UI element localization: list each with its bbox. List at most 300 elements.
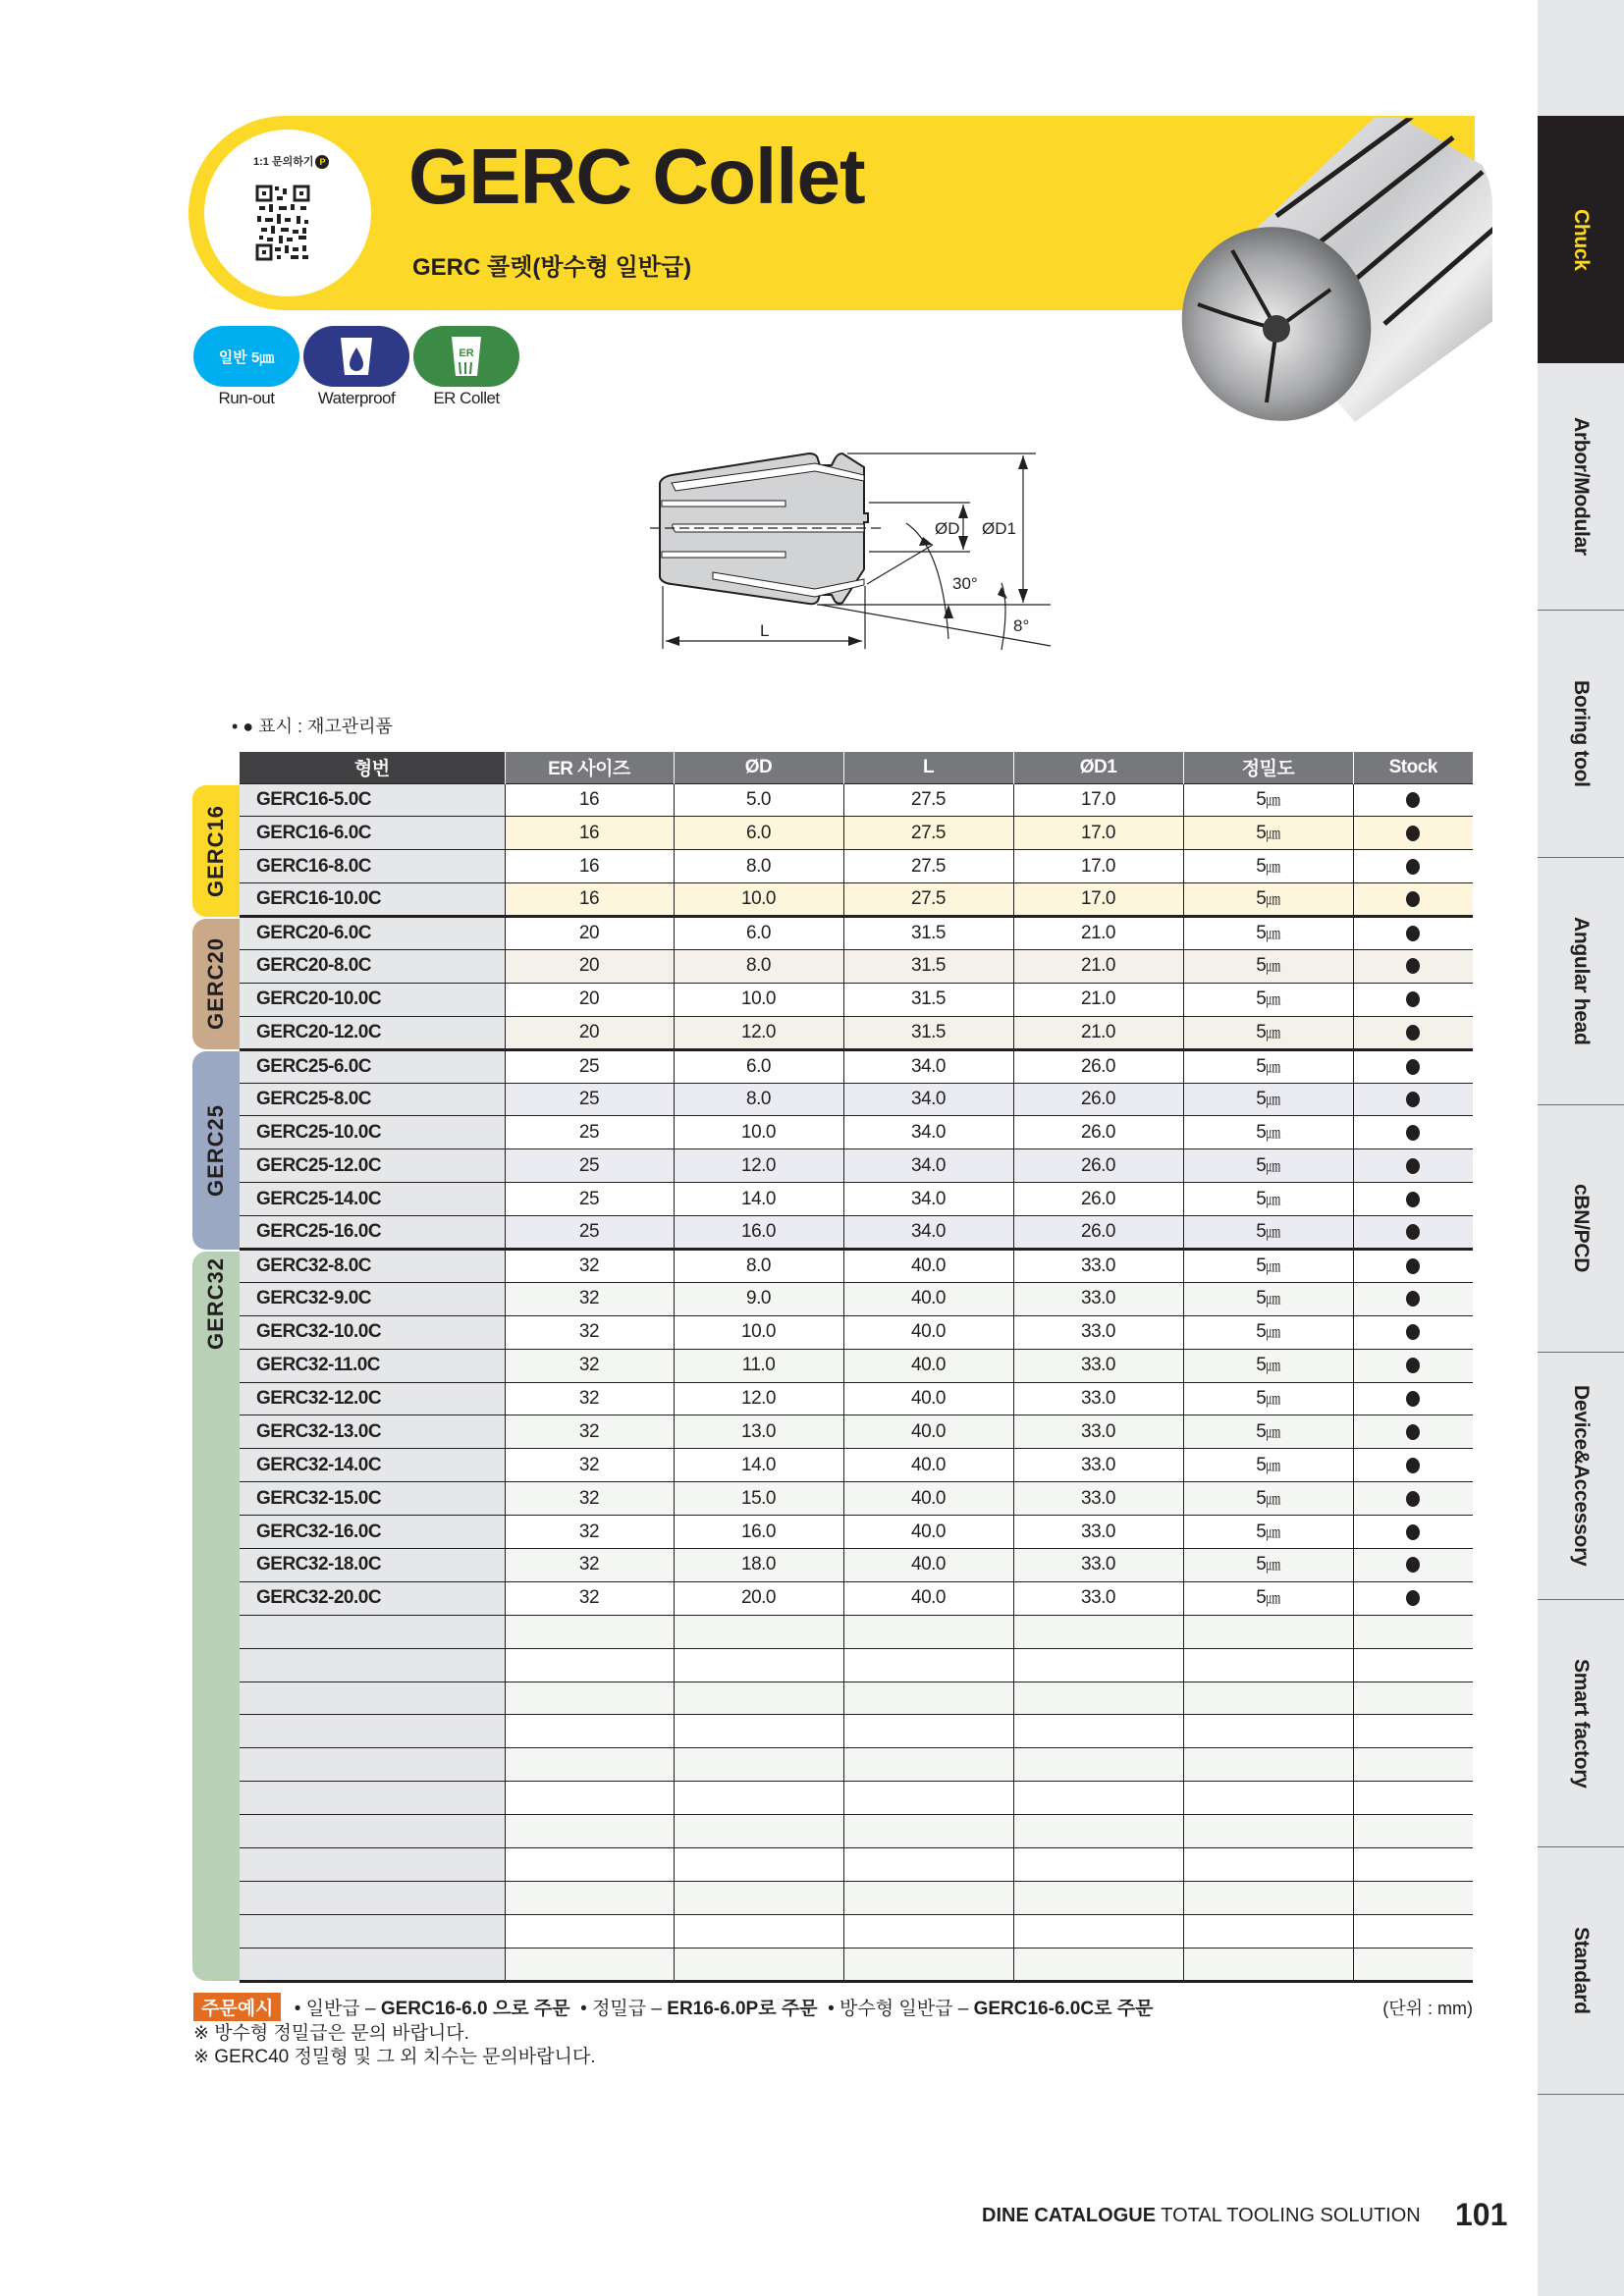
empty-table-row bbox=[240, 1948, 1473, 1981]
cell-precision bbox=[1183, 783, 1353, 817]
precision-value: 5 bbox=[1256, 1021, 1267, 1042]
empty-table-row bbox=[240, 1848, 1473, 1882]
stock-dot-icon bbox=[1406, 1092, 1420, 1107]
empty-cell bbox=[674, 1648, 843, 1682]
precision-unit: ㎛ bbox=[1266, 1124, 1280, 1142]
cell-stock bbox=[1353, 1449, 1473, 1482]
precision-value: 5 bbox=[1256, 1521, 1267, 1542]
qr-inquiry-label bbox=[253, 153, 329, 169]
empty-cell bbox=[1013, 1615, 1183, 1648]
spec-table-wrapper bbox=[240, 752, 1473, 1983]
col-header-d1: ØD1 bbox=[1013, 752, 1183, 783]
empty-cell bbox=[1013, 1815, 1183, 1848]
cell-l: 40.0 bbox=[843, 1349, 1013, 1382]
qr-code[interactable] bbox=[255, 183, 310, 263]
empty-cell bbox=[1013, 1748, 1183, 1782]
cell-er-size: 32 bbox=[505, 1548, 674, 1581]
table-row bbox=[240, 850, 1473, 883]
dim-label-angle-8: 8° bbox=[1013, 616, 1030, 635]
precision-unit: ㎛ bbox=[1266, 858, 1280, 876]
cell-stock bbox=[1353, 1548, 1473, 1581]
cell-er-size: 32 bbox=[505, 1315, 674, 1349]
empty-cell bbox=[1013, 1715, 1183, 1748]
empty-cell bbox=[240, 1682, 505, 1715]
cell-d: 16.0 bbox=[674, 1516, 843, 1549]
empty-cell bbox=[505, 1748, 674, 1782]
precision-value: 5 bbox=[1256, 923, 1267, 943]
cell-d1: 17.0 bbox=[1013, 883, 1183, 917]
table-row bbox=[240, 1216, 1473, 1250]
empty-cell bbox=[843, 1848, 1013, 1882]
cell-stock bbox=[1353, 949, 1473, 983]
cell-precision bbox=[1183, 1382, 1353, 1415]
empty-cell bbox=[1353, 1848, 1473, 1882]
order-example bbox=[193, 1993, 1153, 2021]
empty-cell bbox=[843, 1615, 1013, 1648]
precision-unit: ㎛ bbox=[1266, 926, 1280, 942]
stock-legend: • ● 표시 : 재고관리품 bbox=[232, 717, 393, 736]
cell-l: 40.0 bbox=[843, 1482, 1013, 1516]
precision-unit: ㎛ bbox=[1266, 958, 1280, 976]
side-tab-arbor-modular[interactable] bbox=[1538, 363, 1624, 611]
cell-d1: 26.0 bbox=[1013, 1149, 1183, 1183]
empty-cell bbox=[505, 1914, 674, 1948]
precision-value: 5 bbox=[1256, 1554, 1267, 1575]
cell-er-size: 25 bbox=[505, 1149, 674, 1183]
cell-stock bbox=[1353, 1315, 1473, 1349]
remark-1: ※ 방수형 정밀급은 문의 바랍니다. bbox=[193, 2023, 469, 2044]
empty-cell bbox=[1353, 1881, 1473, 1914]
side-tab-label: Arbor/Modular bbox=[1570, 417, 1593, 556]
side-tab-boring-tool[interactable] bbox=[1538, 611, 1624, 858]
empty-cell bbox=[505, 1715, 674, 1748]
empty-cell bbox=[674, 1682, 843, 1715]
cell-precision bbox=[1183, 1282, 1353, 1315]
empty-table-row bbox=[240, 1782, 1473, 1815]
cell-d: 10.0 bbox=[674, 1116, 843, 1149]
cell-precision bbox=[1183, 1482, 1353, 1516]
cell-model: GERC32-10.0C bbox=[240, 1315, 505, 1349]
empty-cell bbox=[1183, 1682, 1353, 1715]
empty-cell bbox=[674, 1815, 843, 1848]
table-row bbox=[240, 1149, 1473, 1183]
waterproof-caption: Waterproof bbox=[317, 389, 396, 407]
cell-d1: 26.0 bbox=[1013, 1216, 1183, 1250]
cell-model: GERC32-9.0C bbox=[240, 1282, 505, 1315]
empty-cell bbox=[1353, 1648, 1473, 1682]
empty-cell bbox=[674, 1881, 843, 1914]
cell-stock bbox=[1353, 1482, 1473, 1516]
empty-cell bbox=[240, 1914, 505, 1948]
cell-er-size: 16 bbox=[505, 783, 674, 817]
col-header-stock: Stock bbox=[1353, 752, 1473, 783]
empty-cell bbox=[505, 1782, 674, 1815]
empty-cell bbox=[505, 1948, 674, 1981]
order-item-precision: • 정밀급 – ER16-6.0P로 주문 bbox=[580, 1999, 818, 2019]
precision-value: 5 bbox=[1256, 1420, 1267, 1442]
cell-precision bbox=[1183, 817, 1353, 850]
cell-model: GERC20-12.0C bbox=[240, 1016, 505, 1049]
empty-cell bbox=[674, 1748, 843, 1782]
cell-er-size: 32 bbox=[505, 1382, 674, 1415]
stock-dot-icon bbox=[1406, 792, 1420, 808]
table-row bbox=[240, 1282, 1473, 1315]
cell-d: 8.0 bbox=[674, 850, 843, 883]
cell-l: 40.0 bbox=[843, 1282, 1013, 1315]
cell-stock bbox=[1353, 1249, 1473, 1282]
empty-cell bbox=[505, 1815, 674, 1848]
empty-cell bbox=[1013, 1881, 1183, 1914]
side-tab-standard[interactable] bbox=[1538, 1847, 1624, 2095]
precision-value: 5 bbox=[1256, 855, 1267, 877]
cell-stock bbox=[1353, 850, 1473, 883]
cell-model: GERC25-10.0C bbox=[240, 1116, 505, 1149]
cell-l: 40.0 bbox=[843, 1516, 1013, 1549]
side-tab-smart-factory[interactable] bbox=[1538, 1600, 1624, 1847]
cell-l: 27.5 bbox=[843, 783, 1013, 817]
cell-d: 13.0 bbox=[674, 1415, 843, 1449]
cell-l: 34.0 bbox=[843, 1083, 1013, 1116]
stock-dot-icon bbox=[1406, 958, 1420, 974]
empty-table-row bbox=[240, 1715, 1473, 1748]
table-row bbox=[240, 1116, 1473, 1149]
cell-model: GERC25-6.0C bbox=[240, 1049, 505, 1083]
stock-dot-icon bbox=[1406, 1590, 1420, 1606]
precision-unit: ㎛ bbox=[1266, 791, 1280, 809]
cell-d: 16.0 bbox=[674, 1216, 843, 1250]
cell-l: 27.5 bbox=[843, 850, 1013, 883]
cell-precision bbox=[1183, 1116, 1353, 1149]
dim-label-angle-30: 30° bbox=[952, 574, 978, 593]
precision-unit: ㎛ bbox=[1266, 1058, 1280, 1076]
cell-d: 8.0 bbox=[674, 1083, 843, 1116]
order-item-waterproof: • 방수형 일반급 – GERC16-6.0C로 주문 bbox=[828, 1999, 1154, 2019]
section-tabs bbox=[1538, 0, 1624, 2296]
cell-d: 5.0 bbox=[674, 783, 843, 817]
cell-er-size: 32 bbox=[505, 1282, 674, 1315]
cell-d: 14.0 bbox=[674, 1449, 843, 1482]
cell-precision bbox=[1183, 1083, 1353, 1116]
cell-er-size: 20 bbox=[505, 983, 674, 1016]
cell-d: 12.0 bbox=[674, 1149, 843, 1183]
stock-dot-icon bbox=[1406, 1491, 1420, 1507]
cell-d1: 26.0 bbox=[1013, 1116, 1183, 1149]
cell-stock bbox=[1353, 983, 1473, 1016]
col-header-er-size: ER 사이즈 bbox=[505, 752, 674, 783]
cell-precision bbox=[1183, 1548, 1353, 1581]
side-tab-label: Angular head bbox=[1570, 917, 1593, 1045]
empty-cell bbox=[1183, 1648, 1353, 1682]
precision-unit: ㎛ bbox=[1266, 1024, 1280, 1041]
cell-er-size: 25 bbox=[505, 1049, 674, 1083]
precision-unit: ㎛ bbox=[1266, 1358, 1280, 1375]
empty-cell bbox=[843, 1948, 1013, 1981]
table-row bbox=[240, 783, 1473, 817]
empty-cell bbox=[1183, 1748, 1353, 1782]
cell-d1: 21.0 bbox=[1013, 917, 1183, 950]
stock-dot-icon bbox=[1406, 859, 1420, 875]
stock-dot-icon bbox=[1406, 826, 1420, 841]
cell-precision bbox=[1183, 1149, 1353, 1183]
empty-cell bbox=[674, 1914, 843, 1948]
side-tab-device-accessory[interactable] bbox=[1538, 1353, 1624, 1600]
cell-precision bbox=[1183, 1249, 1353, 1282]
empty-cell bbox=[843, 1881, 1013, 1914]
precision-value: 5 bbox=[1256, 822, 1267, 843]
stock-dot-icon bbox=[1406, 1391, 1420, 1407]
waterproof-badge bbox=[303, 326, 409, 387]
stock-dot-icon bbox=[1406, 1291, 1420, 1307]
precision-unit: ㎛ bbox=[1266, 1157, 1280, 1175]
empty-cell bbox=[843, 1648, 1013, 1682]
stock-dot-icon bbox=[1406, 1125, 1420, 1141]
cell-l: 34.0 bbox=[843, 1216, 1013, 1250]
empty-cell bbox=[674, 1782, 843, 1815]
empty-cell bbox=[240, 1748, 505, 1782]
precision-value: 5 bbox=[1256, 1587, 1267, 1609]
precision-value: 5 bbox=[1256, 955, 1267, 977]
side-tab-angular-head[interactable] bbox=[1538, 858, 1624, 1105]
cell-precision bbox=[1183, 1349, 1353, 1382]
precision-unit: ㎛ bbox=[1266, 1091, 1280, 1108]
er-collet-badge bbox=[413, 326, 519, 387]
cell-l: 40.0 bbox=[843, 1315, 1013, 1349]
precision-value: 5 bbox=[1256, 1121, 1267, 1143]
precision-value: 5 bbox=[1256, 1154, 1267, 1176]
empty-table-row bbox=[240, 1815, 1473, 1848]
cell-d1: 17.0 bbox=[1013, 850, 1183, 883]
precision-unit: ㎛ bbox=[1266, 1224, 1280, 1242]
cell-d1: 17.0 bbox=[1013, 817, 1183, 850]
group-tab-gerc32 bbox=[192, 1252, 240, 1982]
precision-unit: ㎛ bbox=[1266, 1257, 1280, 1275]
cell-er-size: 32 bbox=[505, 1449, 674, 1482]
precision-value: 5 bbox=[1256, 988, 1267, 1010]
cell-d: 12.0 bbox=[674, 1016, 843, 1049]
cell-er-size: 32 bbox=[505, 1482, 674, 1516]
precision-unit: ㎛ bbox=[1266, 1557, 1280, 1575]
cell-d: 12.0 bbox=[674, 1382, 843, 1415]
cell-d1: 33.0 bbox=[1013, 1282, 1183, 1315]
cell-d1: 33.0 bbox=[1013, 1548, 1183, 1581]
stock-dot-icon bbox=[1406, 926, 1420, 941]
precision-value: 5 bbox=[1256, 1188, 1267, 1209]
group-label: GERC20 bbox=[203, 937, 228, 1031]
empty-cell bbox=[674, 1848, 843, 1882]
precision-unit: ㎛ bbox=[1266, 1291, 1280, 1308]
cell-d: 15.0 bbox=[674, 1482, 843, 1516]
group-label: GERC32 bbox=[203, 1256, 228, 1350]
empty-cell bbox=[1183, 1948, 1353, 1981]
cell-l: 40.0 bbox=[843, 1415, 1013, 1449]
table-row bbox=[240, 1315, 1473, 1349]
precision-unit: ㎛ bbox=[1266, 1423, 1280, 1441]
cell-d: 14.0 bbox=[674, 1183, 843, 1216]
cell-er-size: 20 bbox=[505, 1016, 674, 1049]
table-row bbox=[240, 1415, 1473, 1449]
empty-cell bbox=[843, 1782, 1013, 1815]
table-row bbox=[240, 883, 1473, 917]
cell-d1: 33.0 bbox=[1013, 1249, 1183, 1282]
cell-d: 20.0 bbox=[674, 1581, 843, 1615]
cell-l: 27.5 bbox=[843, 817, 1013, 850]
stock-dot-icon bbox=[1406, 1424, 1420, 1440]
empty-cell bbox=[843, 1815, 1013, 1848]
cell-er-size: 16 bbox=[505, 817, 674, 850]
water-drop-icon bbox=[337, 334, 376, 379]
cell-stock bbox=[1353, 1581, 1473, 1615]
empty-table-row bbox=[240, 1682, 1473, 1715]
group-tab-gerc16 bbox=[192, 785, 240, 917]
empty-cell bbox=[1013, 1648, 1183, 1682]
empty-cell bbox=[1013, 1782, 1183, 1815]
cell-d: 6.0 bbox=[674, 817, 843, 850]
table-row bbox=[240, 1581, 1473, 1615]
catalogue-footer bbox=[982, 2205, 1421, 2227]
table-row bbox=[240, 1548, 1473, 1581]
dim-label-d1: ØD1 bbox=[982, 519, 1016, 538]
empty-cell bbox=[505, 1648, 674, 1682]
cell-d1: 33.0 bbox=[1013, 1516, 1183, 1549]
cell-model: GERC16-10.0C bbox=[240, 883, 505, 917]
table-row bbox=[240, 817, 1473, 850]
stock-dot-icon bbox=[1406, 1158, 1420, 1174]
empty-cell bbox=[1013, 1914, 1183, 1948]
cell-d1: 33.0 bbox=[1013, 1315, 1183, 1349]
remark-2: ※ GERC40 정밀형 및 그 외 치수는 문의바랍니다. bbox=[193, 2047, 596, 2067]
cell-er-size: 25 bbox=[505, 1083, 674, 1116]
cell-d: 10.0 bbox=[674, 883, 843, 917]
table-row bbox=[240, 949, 1473, 983]
empty-cell bbox=[240, 1715, 505, 1748]
empty-cell bbox=[1013, 1848, 1183, 1882]
unit-label: (단위 : mm) bbox=[1382, 1999, 1473, 2018]
side-tab-label: Chuck bbox=[1570, 208, 1593, 271]
order-example-tag: 주문예시 bbox=[193, 1993, 281, 2021]
empty-cell bbox=[843, 1682, 1013, 1715]
cell-d1: 33.0 bbox=[1013, 1382, 1183, 1415]
cell-d1: 33.0 bbox=[1013, 1581, 1183, 1615]
cell-model: GERC20-6.0C bbox=[240, 917, 505, 950]
er-collet-caption: ER Collet bbox=[433, 389, 500, 407]
empty-cell bbox=[843, 1715, 1013, 1748]
precision-value: 5 bbox=[1256, 1387, 1267, 1409]
cell-er-size: 20 bbox=[505, 917, 674, 950]
cell-model: GERC32-16.0C bbox=[240, 1516, 505, 1549]
cell-stock bbox=[1353, 1116, 1473, 1149]
group-tab-gerc20 bbox=[192, 919, 240, 1050]
precision-unit: ㎛ bbox=[1266, 1590, 1280, 1608]
cell-d1: 33.0 bbox=[1013, 1415, 1183, 1449]
empty-table-row bbox=[240, 1648, 1473, 1682]
cell-d1: 17.0 bbox=[1013, 783, 1183, 817]
cell-model: GERC32-15.0C bbox=[240, 1482, 505, 1516]
cell-stock bbox=[1353, 1049, 1473, 1083]
side-tab-cbn-pcd[interactable] bbox=[1538, 1105, 1624, 1353]
stock-dot-icon bbox=[1406, 1059, 1420, 1075]
cell-precision bbox=[1183, 1449, 1353, 1482]
precision-value: 5 bbox=[1256, 1355, 1267, 1376]
cell-l: 31.5 bbox=[843, 1016, 1013, 1049]
precision-unit: ㎛ bbox=[1266, 1523, 1280, 1541]
footer-brand: DINE CATALOGUE bbox=[982, 2205, 1157, 2226]
cell-er-size: 32 bbox=[505, 1415, 674, 1449]
side-tab-chuck[interactable] bbox=[1538, 116, 1624, 363]
er-collet-icon bbox=[447, 333, 486, 380]
cell-stock bbox=[1353, 1282, 1473, 1315]
table-row bbox=[240, 1449, 1473, 1482]
precision-value: 5 bbox=[1256, 1088, 1267, 1109]
cell-d: 6.0 bbox=[674, 917, 843, 950]
empty-cell bbox=[1353, 1715, 1473, 1748]
empty-cell bbox=[1353, 1782, 1473, 1815]
cell-precision bbox=[1183, 1581, 1353, 1615]
cell-l: 34.0 bbox=[843, 1049, 1013, 1083]
empty-table-row bbox=[240, 1914, 1473, 1948]
precision-value: 5 bbox=[1256, 1221, 1267, 1243]
cell-er-size: 16 bbox=[505, 883, 674, 917]
empty-table-row bbox=[240, 1615, 1473, 1648]
cell-d1: 33.0 bbox=[1013, 1349, 1183, 1382]
side-tab-label: Boring tool bbox=[1570, 680, 1593, 787]
cell-stock bbox=[1353, 1382, 1473, 1415]
cell-d1: 26.0 bbox=[1013, 1083, 1183, 1116]
cell-stock bbox=[1353, 883, 1473, 917]
col-header-model: 형번 bbox=[240, 752, 505, 783]
collet-photo bbox=[1159, 118, 1492, 442]
empty-cell bbox=[1013, 1948, 1183, 1981]
cell-d: 10.0 bbox=[674, 1315, 843, 1349]
cell-l: 40.0 bbox=[843, 1449, 1013, 1482]
empty-cell bbox=[240, 1848, 505, 1882]
cell-stock bbox=[1353, 817, 1473, 850]
table-row bbox=[240, 1249, 1473, 1282]
cell-l: 34.0 bbox=[843, 1183, 1013, 1216]
cell-precision bbox=[1183, 1049, 1353, 1083]
side-tab-label: Standard bbox=[1570, 1927, 1593, 2014]
cell-model: GERC32-12.0C bbox=[240, 1382, 505, 1415]
cell-er-size: 32 bbox=[505, 1249, 674, 1282]
empty-cell bbox=[505, 1881, 674, 1914]
cell-precision bbox=[1183, 850, 1353, 883]
precision-unit: ㎛ bbox=[1266, 1324, 1280, 1342]
group-label: GERC25 bbox=[203, 1103, 228, 1197]
precision-value: 5 bbox=[1256, 1255, 1267, 1276]
cell-d1: 33.0 bbox=[1013, 1449, 1183, 1482]
table-row bbox=[240, 983, 1473, 1016]
table-row bbox=[240, 1349, 1473, 1382]
stock-dot-icon bbox=[1406, 1224, 1420, 1240]
cell-model: GERC32-13.0C bbox=[240, 1415, 505, 1449]
empty-cell bbox=[843, 1748, 1013, 1782]
cell-precision bbox=[1183, 1183, 1353, 1216]
cell-precision bbox=[1183, 1415, 1353, 1449]
cell-precision bbox=[1183, 1216, 1353, 1250]
side-tab-label: Smart factory bbox=[1570, 1658, 1593, 1789]
cell-stock bbox=[1353, 1016, 1473, 1049]
cell-l: 40.0 bbox=[843, 1581, 1013, 1615]
table-row bbox=[240, 1049, 1473, 1083]
stock-dot-icon bbox=[1406, 1557, 1420, 1573]
empty-cell bbox=[505, 1848, 674, 1882]
empty-cell bbox=[505, 1615, 674, 1648]
precision-value: 5 bbox=[1256, 1454, 1267, 1475]
cell-er-size: 25 bbox=[505, 1116, 674, 1149]
spec-table bbox=[240, 752, 1473, 1983]
precision-unit: ㎛ bbox=[1266, 991, 1280, 1009]
footer-tagline: TOTAL TOOLING SOLUTION bbox=[1161, 2205, 1421, 2226]
dim-label-length: L bbox=[760, 621, 770, 640]
